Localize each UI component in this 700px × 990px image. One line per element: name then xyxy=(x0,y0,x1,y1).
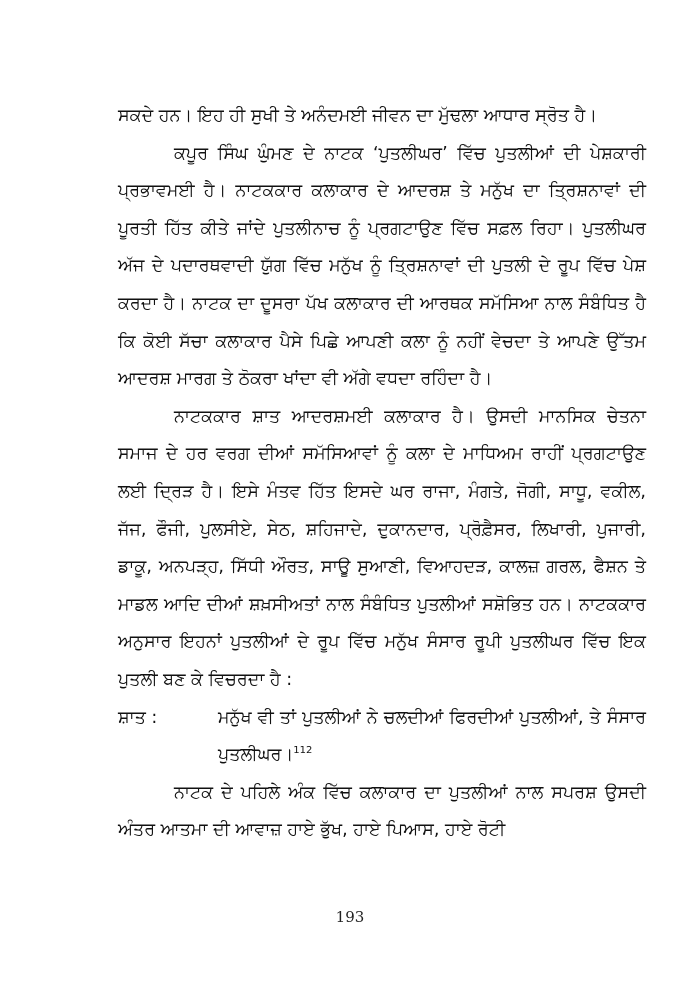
page-number: 193 xyxy=(335,908,365,926)
dialogue-line xyxy=(218,700,646,775)
quoted-dialogue xyxy=(118,700,646,775)
footnote-reference: 112 xyxy=(293,745,313,757)
paragraph-putlighar-intro: ਕਪੂਰ ਸਿੰਘ ਘੁੰਮਣ ਦੇ ਨਾਟਕ ‘ਪੁਤਲੀਘਰ’ ਵਿੱਚ ਪੁਤਲੀਆਂ ਦੀ ਪੇਸ਼ਕਾਰੀ ਪ੍ਰਭਾਵਮਈ ਹੈ। ਨਾਟਕਕਾਰ ਕਲਾਕਾਰ ਦੇ ਆਦਰਸ਼ ਤੇ ਮਨੁੱਖ ਦਾ ਤ੍ਰਿਸ਼ਨਾਵਾਂ ਦੀ ਪੂਰਤੀ ਹਿੱਤ ਕੀਤੇ ਜਾਂਦੇ ਪੁਤਲੀਨਾਚ ਨੂੰ ਪ੍ਰਗਟਾਉਣ ਵਿੱਚ ਸਫ਼ਲ ਰਿਹਾ। ਪੁਤਲੀਘਰ ਅੱਜ ਦੇ ਪਦਾਰਥਵਾਦੀ ਯੁੱਗ ਵਿੱਚ ਮਨੁੱਖ ਨੂੰ ਤ੍ਰਿਸ਼ਨਾਵਾਂ ਦੀ ਪੁਤਲੀ ਦੇ ਰੂਪ ਵਿੱਚ ਪੇਸ਼ ਕਰਦਾ ਹੈ। ਨਾਟਕ ਦਾ ਦੂਸਰਾ ਪੱਖ ਕਲਾਕਾਰ ਦੀ ਆਰਥਕ ਸਮੱਸਿਆ ਨਾਲ ਸੰਬੰਧਿਤ ਹੈ ਕਿ ਕੋਈ ਸੱਚਾ ਕਲਾਕਾਰ ਪੈਸੇ ਪਿਛੇ ਆਪਣੀ ਕਲਾ ਨੂੰ ਨਹੀਂ ਵੇਚਦਾ ਤੇ ਆਪਣੇ ਉੱਤਮ ਆਦਰਸ਼ ਮਾਰਗ ਤੇ ਠੋਕਰਾ ਖਾਂਦਾ ਵੀ ਅੱਗੇ ਵਧਦਾ ਰਹਿੰਦਾ ਹੈ। xyxy=(118,143,646,390)
body-text xyxy=(118,98,646,850)
dialogue-speaker: ਸ਼ਾਤ : xyxy=(118,707,158,728)
dialogue-line-text: ਮਨੁੱਖ ਵੀ ਤਾਂ ਪੁਤਲੀਆਂ ਨੇ ਚਲਦੀਆਂ ਫਿਰਦੀਆਂ ਪੁਤਲੀਆਂ, ਤੇ ਸੰਸਾਰ ਪੁਤਲੀਘਰ। xyxy=(218,707,646,766)
paragraph-playwright-characters: ਨਾਟਕਕਾਰ ਸ਼ਾਤ ਆਦਰਸ਼ਮਈ ਕਲਾਕਾਰ ਹੈ। ਉਸਦੀ ਮਾਨਸਿਕ ਚੇਤਨਾ ਸਮਾਜ ਦੇ ਹਰ ਵਰਗ ਦੀਆਂ ਸਮੱਸਿਆਵਾਂ ਨੂੰ ਕਲਾ ਦੇ ਮਾਧਿਅਮ ਰਾਹੀਂ ਪ੍ਰਗਟਾਉਣ ਲਈ ਦ੍ਰਿੜ ਹੈ। ਇਸੇ ਮੰਤਵ ਹਿੱਤ ਇਸਦੇ ਘਰ ਰਾਜਾ, ਮੰਗਤੇ, ਜੋਗੀ, ਸਾਧੂ, ਵਕੀਲ, ਜੱਜ, ਫੌਜੀ, ਪੁਲਸੀਏ, ਸੇਠ, ਸ਼ਹਿਜਾਦੇ, ਦੁਕਾਨਦਾਰ, ਪ੍ਰੋਫ਼ੈਸਰ, ਲਿਖਾਰੀ, ਪੁਜਾਰੀ, ਡਾਕੂ, ਅਨਪੜ੍ਹ, ਸਿੱਧੀ ਔਰਤ, ਸਾਊ ਸੁਆਣੀ, ਵਿਆਹਦੜ, ਕਾਲਜ਼ ਗਰਲ, ਫੈਸ਼ਨ ਤੇ ਮਾਡਲ ਆਦਿ ਦੀਆਂ ਸ਼ਖ਼ਸੀਅਤਾਂ ਨਾਲ ਸੰਬੰਧਿਤ ਪੁਤਲੀਆਂ ਸਸ਼ੋਭਿਤ ਹਨ। ਨਾਟਕਕਾਰ ਅਨੁਸਾਰ ਇਹਨਾਂ ਪੁਤਲੀਆਂ ਦੇ ਰੂਪ ਵਿੱਚ ਮਨੁੱਖ ਸੰਸਾਰ ਰੂਪੀ ਪੁਤਲੀਘਰ ਵਿੱਚ ਇਕ ਪੁਤਲੀ ਬਣ ਕੇ ਵਿਚਰਦਾ ਹੈ : xyxy=(118,406,646,690)
paragraph-continuation: ਸਕਦੇ ਹਨ। ਇਹ ਹੀ ਸੁਖੀ ਤੇ ਅਨੰਦਮਈ ਜੀਵਨ ਦਾ ਮੁੱਢਲਾ ਆਧਾਰ ਸ੍ਰੋਤ ਹੈ। xyxy=(118,106,598,126)
paragraph-first-act: ਨਾਟਕ ਦੇ ਪਹਿਲੇ ਅੰਕ ਵਿੱਚ ਕਲਾਕਾਰ ਦਾ ਪੁਤਲੀਆਂ ਨਾਲ ਸਪਰਸ਼ ਉਸਦੀ ਅੰਤਰ ਆਤਮਾ ਦੀ ਆਵਾਜ਼ ਹਾਏ ਭੁੱਖ, ਹਾਏ ਪਿਆਸ, ਹਾਏ ਰੋਟੀ xyxy=(118,782,646,841)
